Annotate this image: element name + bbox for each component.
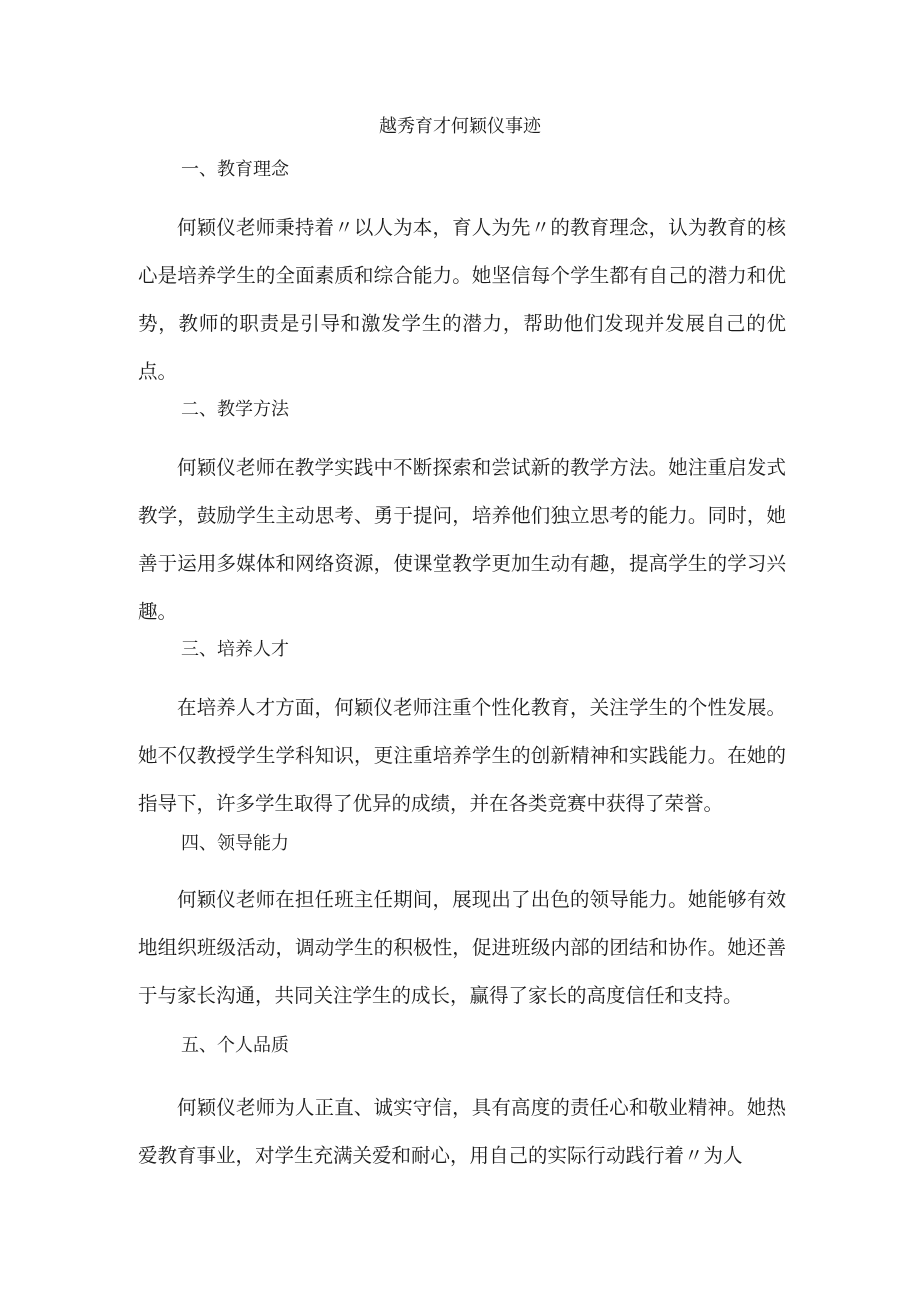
section-heading: 四、领导能力 — [181, 833, 289, 854]
section-heading: 二、教学方法 — [181, 399, 289, 420]
section-paragraph: 何颖仪老师在教学实践中不断探索和尝试新的教学方法。她注重启发式教学，鼓励学生主动思考、勇于提问，培养他们独立思考的能力。同时，她善于运用多媒体和网络资源，使课堂教学更加生动有趣，提高学生的学习兴趣。 — [138, 456, 786, 623]
document-title: 越秀育才何颖仪事迹 — [379, 116, 541, 137]
section-paragraph: 何颖仪老师在担任班主任期间，展现出了出色的领导能力。她能够有效地组织班级活动，调动学生的积极性，促进班级内部的团结和协作。她还善于与家长沟通，共同关注学生的成长，赢得了家长的高度信任和支持。 — [138, 888, 786, 1007]
section-paragraph: 在培养人才方面，何颖仪老师注重个性化教育，关注学生的个性发展。她不仅教授学生学科知识，更注重培养学生的创新精神和实践能力。在她的指导下，许多学生取得了优异的成绩，并在各类竞赛中获得了荣誉。 — [138, 696, 786, 815]
section-paragraph: 何颖仪老师秉持着〃以人为本，育人为先〃的教育理念，认为教育的核心是培养学生的全面素质和综合能力。她坚信每个学生都有自己的潜力和优势，教师的职责是引导和激发学生的潜力，帮助他们发现并发展自己的优点。 — [138, 216, 786, 383]
section-heading: 五、个人品质 — [181, 1035, 289, 1056]
section-heading: 三、培养人才 — [181, 639, 289, 660]
section-paragraph: 何颖仪老师为人正直、诚实守信，具有高度的责任心和敬业精神。她热爱教育事业，对学生充满关爱和耐心，用自己的实际行动践行着〃为人 — [138, 1096, 786, 1167]
section-heading: 一、教育理念 — [181, 159, 289, 180]
